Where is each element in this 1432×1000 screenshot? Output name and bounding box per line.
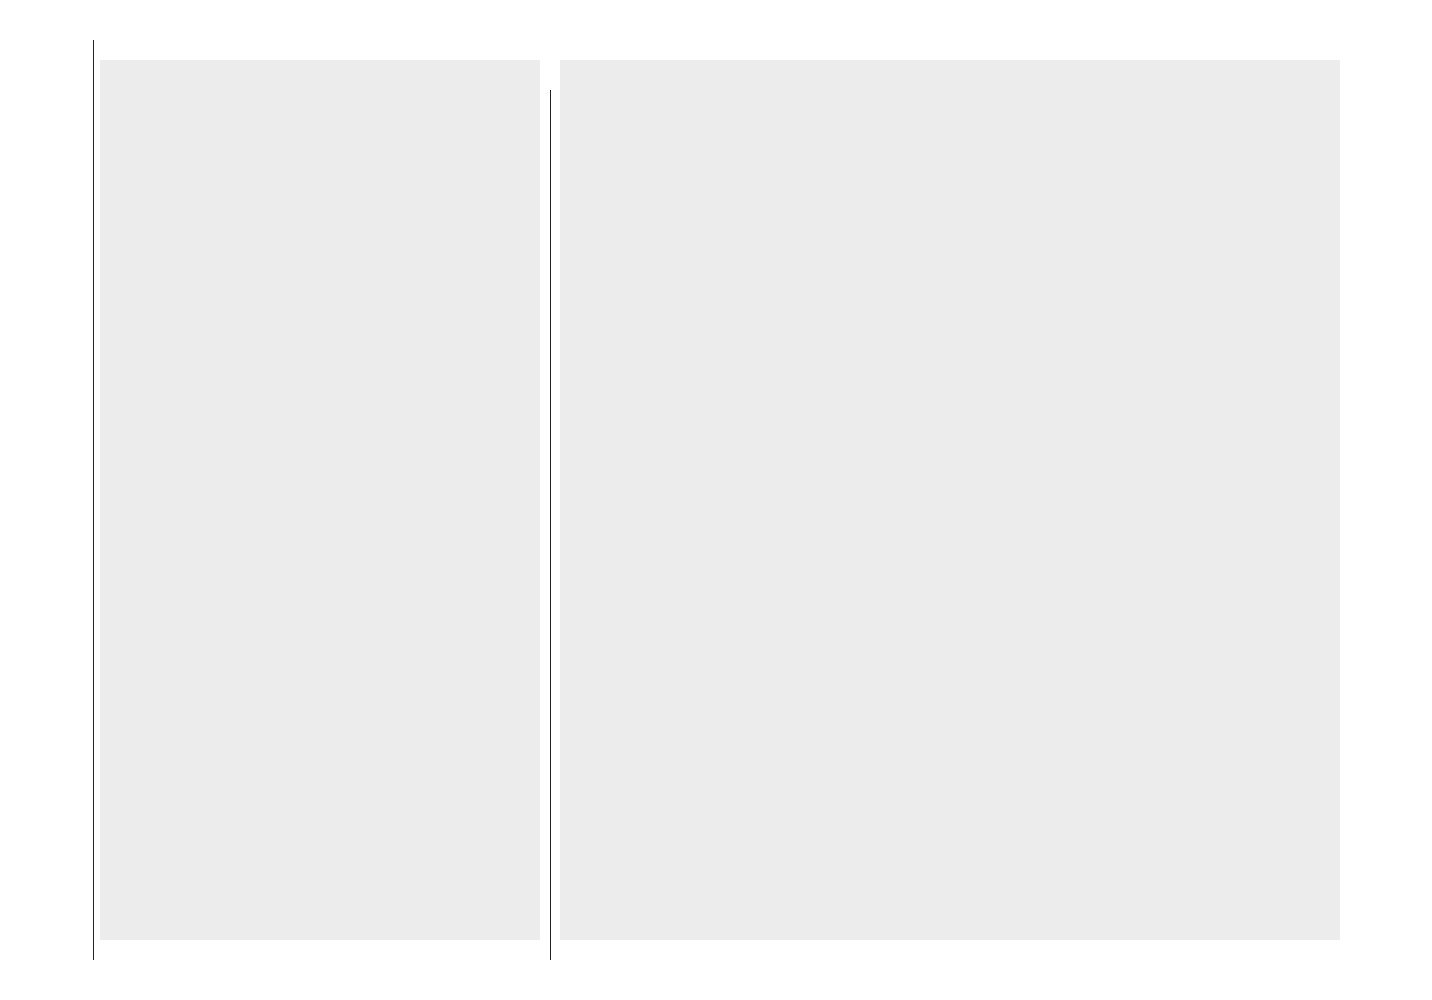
header-rule — [93, 40, 94, 960]
left-column-placeholder — [100, 60, 540, 940]
column-divider — [550, 90, 551, 960]
right-column-placeholder — [560, 60, 1340, 940]
